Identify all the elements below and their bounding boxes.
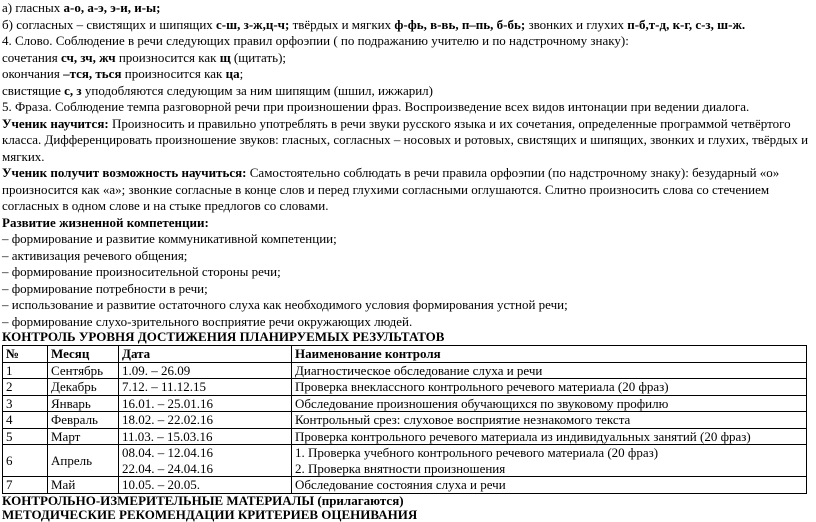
rule-sibilant-line: свистящие с, з уподобляются следующим за ним шипящим (шшил, ижжарил): [2, 82, 433, 98]
row-date: [119, 445, 292, 477]
competence-item: – формирование слухо-зрительного восприятие речи окружающих людей.: [2, 313, 413, 329]
student-will-learn-paragraph: Ученик научится: Произносить и правильно употреблять в речи звуки русского языка и их сочетания, определенные программой четвёртого класса. Дифференцировать произношение звуков: гласных, согласных – носовых и ротовых, свистящих и шипящих, звонких и глухих, твёрдых и мягких.: [2, 115, 809, 164]
consonants-line: б) согласных – свистящих и шипящих с-ш, з-ж,ц-ч; твёрдых и мягких ф-фь, в-вь, п–пь, б-бь; звонких и глухих п-б,т-д, к-г, с-з, ш-ж.: [2, 16, 746, 32]
document: [2, 0, 814, 522]
row-number: 3: [3, 395, 48, 412]
recommendations-heading: МЕТОДИЧЕСКИЕ РЕКОМЕНДАЦИИ КРИТЕРИЕВ ОЦЕНИВАНИЯ: [2, 506, 418, 522]
competence-item: – формирование и развитие коммуникативной компетенции;: [2, 231, 337, 246]
row-month: Сентябрь: [48, 362, 119, 379]
table-row: [3, 395, 807, 412]
row-number: 1: [3, 362, 48, 379]
row-control-name: [292, 445, 807, 477]
row-number: 5: [3, 428, 48, 445]
row-number: 2: [3, 379, 48, 396]
row-date: 16.01. – 25.01.16: [119, 395, 292, 412]
row-number: 7: [3, 477, 48, 494]
competence-item: – активизация речевого общения;: [2, 247, 188, 263]
row-date: 1.09. – 26.09: [119, 362, 292, 379]
rule-sch-line: сочетания сч, зч, жч произносится как щ (щитать);: [2, 49, 287, 65]
row-control-name: Диагностическое обследование слуха и речи: [292, 362, 807, 379]
row-number: 4: [3, 412, 48, 429]
row-date: 10.05. – 20.05.: [119, 477, 292, 494]
row-control-name-second: 2. Проверка внятности произношения: [295, 460, 506, 476]
row-date: 18.02. – 22.02.16: [119, 412, 292, 429]
row-control-name: Проверка контрольного речевого материала из индивидуальных занятий (20 фраз): [292, 428, 807, 445]
header-number: №: [3, 346, 48, 363]
row-month: Февраль: [48, 412, 119, 429]
row-month: Декабрь: [48, 379, 119, 396]
table-heading: КОНТРОЛЬ УРОВНЯ ДОСТИЖЕНИЯ ПЛАНИРУЕМЫХ РЕЗУЛЬТАТОВ: [2, 329, 445, 344]
row-control-name-first: 1. Проверка учебного контрольного речевого материала (20 фраз): [295, 445, 659, 460]
table-row: [3, 445, 807, 477]
row-date-second: 22.04. – 24.04.16: [122, 460, 213, 476]
competence-heading: Развитие жизненной компетенции:: [2, 214, 209, 230]
table-row: [3, 362, 807, 379]
table-row: [3, 412, 807, 429]
header-date: Дата: [119, 346, 292, 363]
row-date: 7.12. – 11.12.15: [119, 379, 292, 396]
table-row: [3, 428, 807, 445]
row-number: 6: [3, 445, 48, 477]
competence-item: – формирование потребности в речи;: [2, 280, 208, 296]
rule-tsya-line: окончания –тся, ться произносится как ца;: [2, 66, 244, 81]
phrase-line: 5. Фраза. Соблюдение темпа разговорной речи при произношении фраз. Воспроизведение всех видов интонации при ведении диалога.: [2, 99, 750, 114]
row-month: Май: [48, 477, 119, 494]
student-opportunity-paragraph: Ученик получит возможность научиться: Самостоятельно соблюдать в речи правила орфоэпии (по надстрочному знаку): безударный «о» произносится как «а»; звонкие согласные в конце слов и перед глухими согласными оглушаются. Слитно произносить слова со стечением согласных в одном слове и на стыке предлогов со словами.: [2, 165, 780, 213]
table-header-row: [3, 346, 807, 363]
competence-item: – формирование произносительной стороны речи;: [2, 264, 281, 279]
row-control-name: Контрольный срез: слуховое восприятие незнакомого текста: [292, 412, 807, 429]
row-month: Январь: [48, 395, 119, 412]
row-date-first: 08.04. – 12.04.16: [122, 445, 213, 460]
vowels-line: а) гласных а-о, а-э, э-и, и-ы;: [2, 0, 161, 15]
header-month: Месяц: [48, 346, 119, 363]
row-control-name: Проверка внеклассного контрольного речевого материала (20 фраз): [292, 379, 807, 396]
row-control-name: Обследование произношения обучающихся по звуковому профилю: [292, 395, 807, 412]
row-date: 11.03. – 15.03.16: [119, 428, 292, 445]
competence-item: – использование и развитие остаточного слуха как необходимого условия формирования устной речи;: [2, 297, 568, 312]
row-month: Апрель: [48, 445, 119, 477]
header-control-name: Наименование контроля: [292, 346, 807, 363]
row-month: Март: [48, 428, 119, 445]
row-control-name: Обследование состояния слуха и речи: [292, 477, 807, 494]
table-row: [3, 379, 807, 396]
materials-heading: КОНТРОЛЬНО-ИЗМЕРИТЕЛЬНЫЕ МАТЕРИАЛЫ (прилагаются): [2, 492, 404, 508]
control-table: [2, 345, 807, 494]
word-rules-line: 4. Слово. Соблюдение в речи следующих правил орфоэпии ( по подражанию учителю и по надстрочному знаку):: [2, 33, 629, 48]
table-row: [3, 477, 807, 494]
